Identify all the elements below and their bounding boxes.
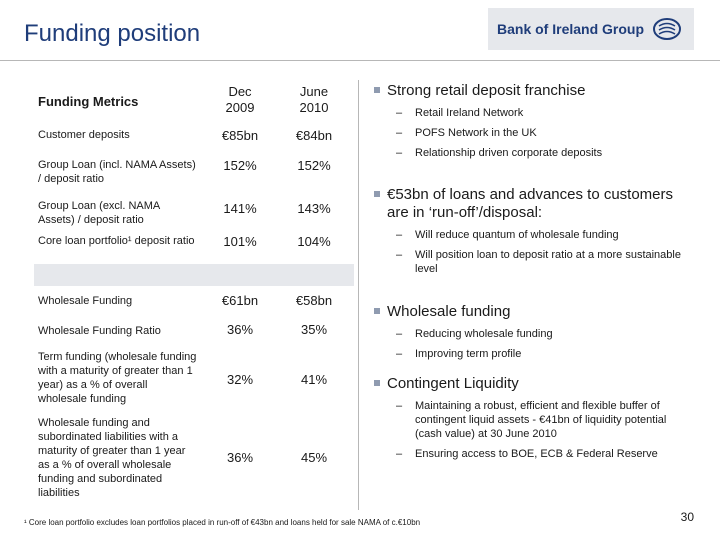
bullet-group-liquidity xyxy=(374,375,694,461)
header-divider xyxy=(0,60,720,61)
table-row xyxy=(34,126,354,152)
june-2010-value: 45% xyxy=(300,450,328,465)
bullet-main: Strong retail deposit franchise xyxy=(374,82,694,100)
dec-2009-value: 32% xyxy=(226,372,254,387)
spacer-row xyxy=(34,264,354,286)
brand-logo xyxy=(488,8,694,50)
dec-2009-value: 101% xyxy=(223,234,257,249)
bullet-main: Wholesale funding xyxy=(374,303,694,321)
table-row xyxy=(34,156,354,196)
bullet-sub: – Retail Ireland Network xyxy=(374,106,694,120)
row-label: Wholesale Funding Ratio xyxy=(38,325,161,337)
table-row xyxy=(34,292,354,318)
dec-2009-value: 36% xyxy=(226,322,254,337)
row-label: Wholesale Funding xyxy=(38,295,133,307)
column-header-dec-2009: Dec 2009 xyxy=(225,84,255,115)
june-2010-value: 41% xyxy=(300,372,328,387)
row-label: Wholesale funding and subordinated liabilities with a maturity of greater than 1 year as a % of overall wholesale funding and subordinated liabilities xyxy=(38,417,186,499)
dec-2009-value: 152% xyxy=(223,158,257,173)
column-header-june-2010: June 2010 xyxy=(299,84,329,115)
row-label: Group Loan (incl. NAMA Assets) / deposit ratio xyxy=(38,159,196,185)
bullet-sub: – Relationship driven corporate deposits xyxy=(374,146,694,160)
row-label: Customer deposits xyxy=(38,129,130,141)
row-label: Group Loan (excl. NAMA Assets) / deposit ratio xyxy=(38,200,160,226)
table-header-label: Funding Metrics xyxy=(38,94,139,109)
funding-metrics-table xyxy=(34,74,354,506)
table-row xyxy=(34,350,354,412)
bullet-group-wholesale xyxy=(374,303,694,361)
logo-text: Bank of Ireland Group xyxy=(497,21,645,37)
june-2010-value: 35% xyxy=(300,322,328,337)
june-2010-value: €84bn xyxy=(295,128,333,143)
bullet-main: €53bn of loans and advances to customers are in ‘run-off’/disposal: xyxy=(374,186,694,222)
dec-2009-value: €85bn xyxy=(221,128,259,143)
footnote: ¹ Core loan portfolio excludes loan portfolios placed in run-off of €43bn and loans held for sale NAMA of c.€10bn xyxy=(24,518,421,527)
dec-2009-value: €61bn xyxy=(221,293,259,308)
table-row xyxy=(34,196,354,236)
page-title: Funding position xyxy=(24,20,201,47)
june-2010-value: 104% xyxy=(297,234,331,249)
dec-2009-value: 141% xyxy=(223,201,257,216)
table-row xyxy=(34,416,354,504)
column-divider xyxy=(358,80,359,510)
bullet-group-run-off xyxy=(374,186,694,276)
row-label: Term funding (wholesale funding with a maturity of greater than 1 year) as a % of overall wholesale funding xyxy=(38,351,197,405)
table-row xyxy=(34,232,354,264)
june-2010-value: 143% xyxy=(297,201,331,216)
bullet-sub: – POFS Network in the UK xyxy=(374,126,694,140)
bullet-sub: – Reducing wholesale funding xyxy=(374,327,694,341)
bullet-sub: – Will position loan to deposit ratio at a more sustainable level xyxy=(374,248,694,276)
bullet-sub: – Improving term profile xyxy=(374,347,694,361)
june-2010-value: 152% xyxy=(297,158,331,173)
row-label: Core loan portfolio¹ deposit ratio xyxy=(38,235,195,247)
table-row xyxy=(34,322,354,348)
bullet-sub: – Will reduce quantum of wholesale funding xyxy=(374,228,694,242)
page-number: 30 xyxy=(680,510,694,524)
june-2010-value: €58bn xyxy=(295,293,333,308)
bullet-sub: – Maintaining a robust, efficient and flexible buffer of contingent liquid assets - €41bn of liquidity potential (cash value) at 30 June 2010 xyxy=(374,399,694,441)
logo-icon xyxy=(652,17,682,41)
bullet-sub: – Ensuring access to BOE, ECB & Federal Reserve xyxy=(374,447,694,461)
bullet-main: Contingent Liquidity xyxy=(374,375,694,393)
bullet-group-deposits xyxy=(374,82,694,160)
dec-2009-value: 36% xyxy=(226,450,254,465)
